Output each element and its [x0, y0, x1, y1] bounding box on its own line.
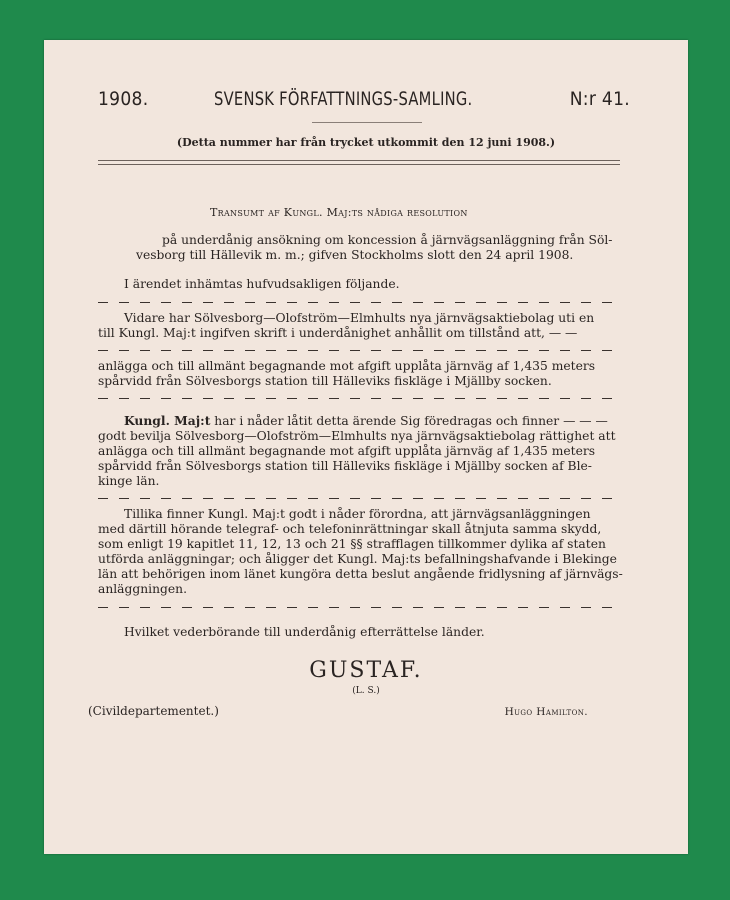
omission-dashes-1	[98, 302, 620, 303]
paragraph-2-line-2: till Kungl. Maj:t ingifven skrift i underdånighet anhållit om tillstånd att, — —	[98, 326, 578, 340]
paragraph-5-line-2: med därtill hörande telegraf- och telefoninrättningar skall åtnjuta samma skydd,	[98, 522, 602, 536]
paragraph-3-line-2: spårvidd från Sölvesborgs station till Hälleviks fiskläge i Mjällby socken.	[98, 374, 552, 388]
department-name: (Civildepartementet.)	[88, 704, 219, 718]
omission-dashes-2	[98, 350, 620, 351]
header-rule-top	[98, 160, 620, 161]
paragraph-6: Hvilket vederbörande till underdånig efterrättelse länder.	[124, 625, 485, 639]
intro-line-1: på underdånig ansökning om koncession å järnvägsanläggning från Söl-	[162, 233, 613, 247]
omission-dashes-3	[98, 398, 620, 399]
header-title: SVENSK FÖRFATTNINGS-SAMLING.	[214, 88, 473, 110]
paragraph-4-line-1-rest: har i nåder låtit detta ärende Sig föredragas och finner — — —	[210, 414, 608, 428]
omission-dashes-5	[98, 607, 620, 608]
seal-mark: (L. S.)	[352, 686, 380, 696]
paragraph-1: I ärendet inhämtas hufvudsakligen följande.	[124, 277, 400, 291]
paragraph-4-line-3: anlägga och till allmänt begagnande mot afgift upplåta järnväg af 1,435 meters	[98, 444, 596, 458]
paragraph-2-line-1: Vidare har Sölvesborg—Olofström—Elmhults nya järnvägsaktiebolag uti en	[124, 311, 595, 325]
paragraph-5-line-3: som enligt 19 kapitlet 11, 12, 13 och 21 §§ strafflagen tillkommer dylika af staten	[98, 537, 606, 551]
resolution-heading: Transumt af Kungl. Maj:ts nådiga resolution	[210, 206, 468, 219]
title-underline	[312, 122, 422, 123]
paragraph-5-line-1: Tillika finner Kungl. Maj:t godt i nåder förordna, att järnvägsanläggningen	[124, 507, 591, 521]
intro-line-2: vesborg till Hällevik m. m.; gifven Stockholms slott den 24 april 1908.	[136, 248, 574, 262]
paragraph-4-line-4: spårvidd från Sölvesborgs station till Hälleviks fiskläge i Mjällby socken af Ble-	[98, 459, 592, 473]
header-year: 1908.	[98, 88, 149, 110]
header-number: N:r 41.	[569, 88, 630, 110]
paragraph-3-line-1: anlägga och till allmänt begagnande mot afgift upplåta järnväg af 1,435 meters	[98, 359, 596, 373]
paragraph-5-line-6: anläggningen.	[98, 582, 188, 596]
paragraph-4-line-5: kinge län.	[98, 474, 160, 488]
paragraph-5-line-5: län att behörigen inom länet kungöra detta beslut angående fridlysning af järnvägs-	[98, 567, 623, 581]
paragraph-4-line-2: godt bevilja Sölvesborg—Olofström—Elmhults nya järnvägsaktiebolag rättighet att	[98, 429, 616, 443]
omission-dashes-4	[98, 498, 620, 499]
countersignature: Hugo Hamilton.	[504, 706, 588, 718]
royal-signature: GUSTAF.	[309, 658, 423, 683]
paragraph-5-line-4: utförda anläggningar; och åligger det Kungl. Maj:ts befallningshafvande i Blekinge	[98, 552, 617, 566]
document-page	[44, 40, 688, 854]
publication-note: (Detta nummer har från trycket utkommit den 12 juni 1908.)	[176, 136, 556, 149]
paragraph-4-bold-lead: Kungl. Maj:t	[124, 413, 211, 428]
header	[98, 88, 630, 118]
header-rule-bottom	[98, 164, 620, 165]
paragraph-4-line-1	[124, 414, 608, 429]
